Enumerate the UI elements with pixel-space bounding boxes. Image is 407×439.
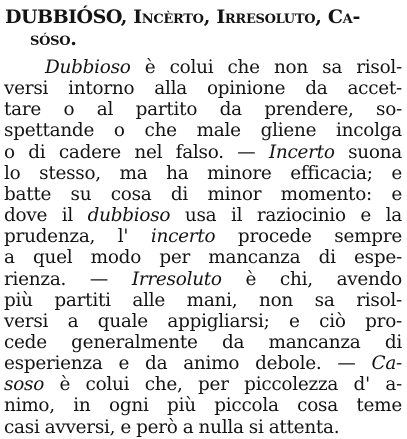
text-run: o di cadere nel falso. —: [4, 141, 269, 163]
text-line: [4, 99, 402, 121]
text-run: batte su cosa di minor momento: e: [4, 183, 402, 205]
text-run: a quel modo per mancanza di espe-: [4, 247, 402, 269]
text-line: [4, 142, 402, 164]
text-line: [4, 247, 402, 269]
text-line: [4, 417, 402, 439]
text-line: [4, 78, 402, 100]
text-run: versi intorno alla opinione da accet-: [4, 78, 402, 100]
text-line: [4, 120, 402, 142]
text-line: [4, 353, 402, 375]
text-run: usa il raziocinio e la: [170, 205, 402, 227]
text-run: è colui che non sa risol-: [130, 57, 402, 78]
entry-heading-continuation: sóso.: [30, 28, 77, 50]
text-line: [4, 311, 402, 333]
italic-term: soso: [4, 374, 45, 396]
text-run: nimo, in ogni più piccola cosa teme: [4, 395, 402, 417]
text-line: [4, 184, 402, 206]
italic-term: dubbioso: [87, 205, 171, 227]
text-run: spettande o che male gliene incolga: [4, 120, 402, 142]
italic-term: Dubbioso: [45, 57, 131, 78]
text-run: è colui che, per piccolezza d' a-: [44, 374, 402, 396]
synonym-casoso: Ca-: [321, 6, 361, 28]
italic-term: Ca-: [371, 353, 402, 375]
text-line: [4, 205, 402, 227]
text-line: [4, 269, 402, 291]
text-run: prudenza, l': [4, 226, 151, 248]
text-run: procede sempre: [215, 226, 402, 248]
text-line: [4, 226, 402, 248]
text-run: è chi, avendo: [221, 268, 402, 290]
text-line: [4, 163, 402, 185]
text-run: dove il: [4, 205, 88, 227]
text-line: [4, 374, 402, 396]
text-run: più partiti alle mani, non sa risol-: [4, 289, 402, 311]
text-run: casi avversi, e però a nulla si attenta.: [4, 416, 340, 438]
entry-heading: [5, 6, 403, 28]
synonym-incerto: Incèrto,: [126, 6, 211, 28]
text-run: tare o al partito da prendere, so-: [4, 99, 402, 121]
text-line: [45, 57, 402, 79]
text-run: cede generalmente da mancanza di: [4, 331, 402, 353]
text-run: rienza. —: [4, 268, 132, 290]
italic-term: incerto: [150, 226, 216, 248]
headword: DUBBIÓSO,: [5, 6, 127, 28]
synonym-irresoluto: Irresoluto,: [210, 6, 322, 28]
italic-term: Irresoluto: [131, 268, 222, 290]
text-run: versi a quale appigliarsi; e ciò pro-: [4, 310, 402, 332]
text-run: lo stesso, ma ha minore efficacia; e: [4, 162, 402, 184]
text-line: [4, 395, 402, 417]
text-run: esperienza e da animo debole. —: [4, 353, 372, 375]
text-line: [4, 332, 402, 354]
italic-term: Incerto: [268, 141, 335, 163]
text-line: [4, 290, 402, 312]
text-run: suona: [334, 141, 402, 163]
